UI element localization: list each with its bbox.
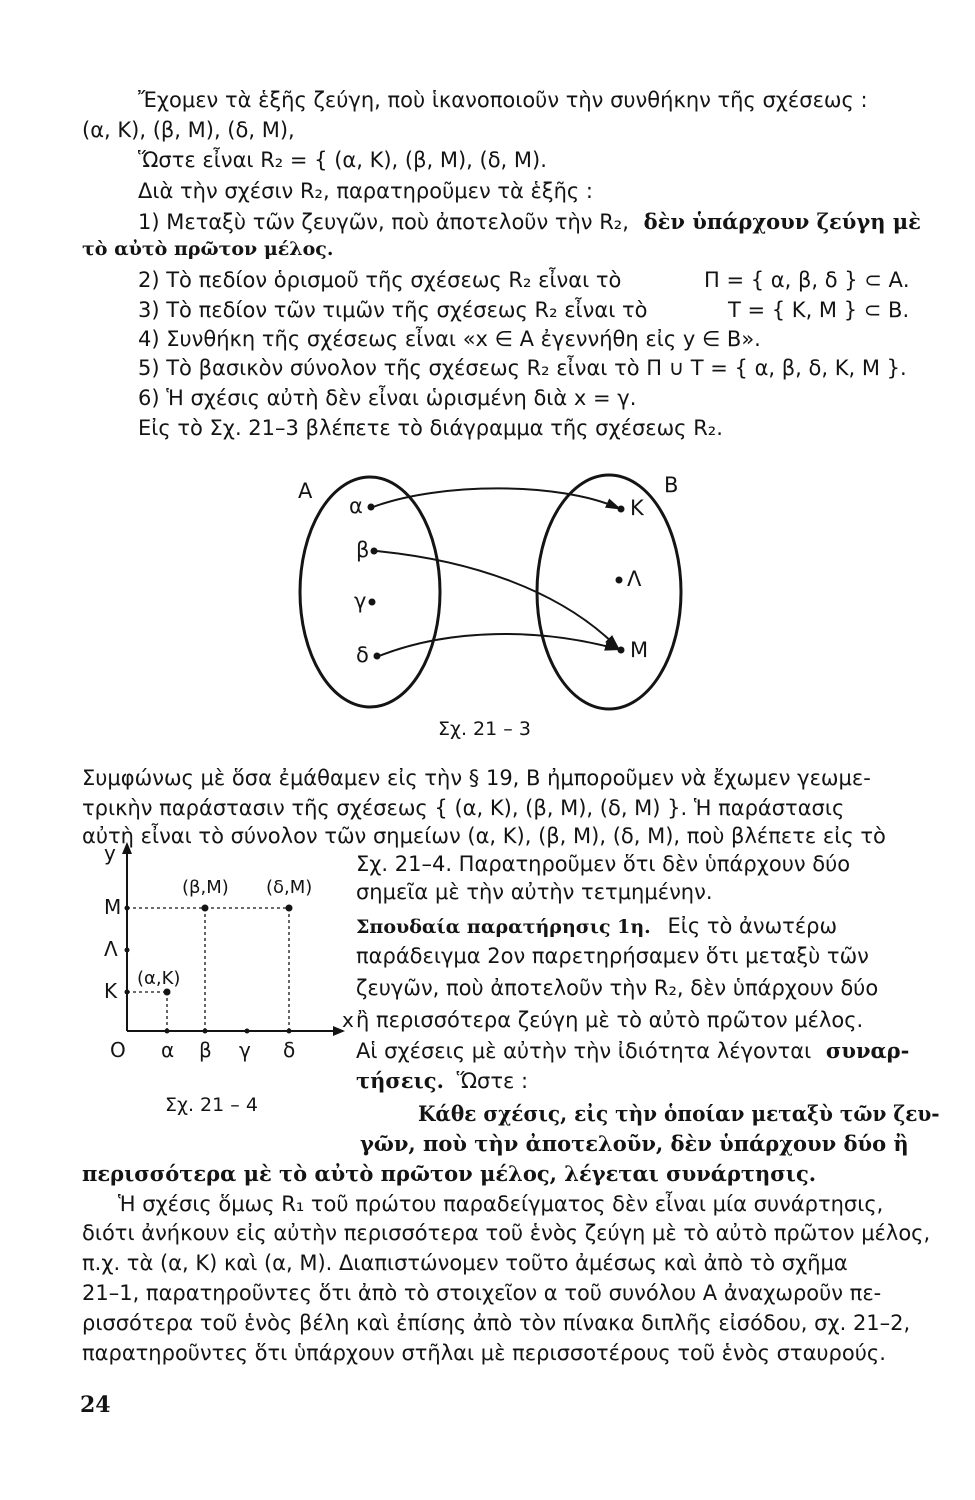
note-line-3: ζευγῶν, ποὺ ἀποτελοῦν τὴν R₂, δὲν ὑπάρχουν δύο xyxy=(356,976,879,1000)
definition-line-3: περισσότερα μὲ τὸ αὐτὸ πρῶτον μέλος, λέγεται συνάρτησις. xyxy=(82,1161,817,1186)
note-term-end: τήσεις. xyxy=(356,1068,444,1093)
page-number: 24 xyxy=(80,1392,111,1418)
item-2-text: 2) Τὸ πεδίον ὁρισμοῦ τῆς σχέσεως R₂ εἶναι τὸ xyxy=(138,268,622,292)
para2-line-6: παρατηροῦντες ὅτι ὑπάρχουν στῆλαι μὲ περισσοτέρους τοῦ ἑνὸς σταυρούς. xyxy=(82,1341,886,1365)
element-gamma: γ xyxy=(354,589,367,613)
point-label-alpha-kappa: (α,Κ) xyxy=(137,968,181,989)
para1-line-3: αὐτὴ εἶναι τὸ σύνολον τῶν σημείων (α, Κ), (β, Μ), (δ, Μ), ποὺ βλέπετε εἰς τὸ xyxy=(82,824,886,848)
point-gamma xyxy=(369,599,376,606)
y-tick-lambda: Λ xyxy=(104,937,118,961)
set-a-label: Α xyxy=(298,479,313,503)
note-line-4: ἢ περισσότερα ζεύγη μὲ τὸ αὐτὸ πρῶτον μέλος. xyxy=(356,1008,864,1032)
item-3-text: 3) Τὸ πεδίον τῶν τιμῶν τῆς σχέσεως R₂ εἶναι τὸ xyxy=(138,298,648,322)
x-tick-delta: δ xyxy=(283,1038,296,1062)
arrow-beta-to-mu xyxy=(376,551,617,647)
element-kappa: Κ xyxy=(630,496,644,520)
y-tick-kappa: Κ xyxy=(104,979,118,1003)
para1-line-5: σημεῖα μὲ τὴν αὐτὴν τετμημένην. xyxy=(356,880,713,904)
note-term: συναρ- xyxy=(825,1038,910,1063)
item-5: 5) Τὸ βασικὸν σύνολον τῆς σχέσεως R₂ εἶναι τὸ Π ∪ Τ = { α, β, δ, Κ, Μ }. xyxy=(138,356,907,380)
para2-line-5: ρισσότερα τοῦ ἑνὸς βέλη καὶ ἐπίσης ἀπὸ τὸν πίνακα διπλῆς εἰσόδου, σχ. 21–2, xyxy=(82,1311,911,1335)
point-label-beta-mu: (β,Μ) xyxy=(182,877,229,898)
element-alpha: α xyxy=(349,494,363,518)
note-line-2: παράδειγμα 2ον παρετηρήσαμεν ὅτι μεταξὺ τῶν xyxy=(356,944,869,968)
para2-line-2: διότι ἀνήκουν εἰς αὐτὴν περισσότερα τοῦ ἑνὸς ζεύγη μὲ τὸ αὐτὸ πρῶτον μέλος, xyxy=(82,1221,931,1245)
point-mu xyxy=(618,647,625,654)
element-delta: δ xyxy=(356,643,369,667)
note-title: Σπουδαία παρατήρησις 1η. xyxy=(356,916,651,938)
figure-21-3-caption: Σχ. 21 – 3 xyxy=(438,718,531,740)
item-6: 6) Ἡ σχέσις αὐτὴ δὲν εἶναι ὡρισμένη διὰ x = γ. xyxy=(138,386,637,410)
y-tick-mu: Μ xyxy=(104,895,122,919)
coordinate-graph xyxy=(0,830,354,1070)
intro-line-1: Ἔχομεν τὰ ἑξῆς ζεύγη, ποὺ ἱκανοποιοῦν τὴν συνθήκην τῆς σχέσεως : xyxy=(138,88,868,112)
x-tick-beta: β xyxy=(199,1038,212,1062)
y-axis-label: y xyxy=(104,841,116,865)
note-line-1 xyxy=(356,912,837,941)
point-alpha-kappa xyxy=(164,989,171,996)
figure-reference: Εἰς τὸ Σχ. 21–3 βλέπετε τὸ διάγραμμα τῆς σχέσεως R₂. xyxy=(138,416,723,440)
item-1-text: 1) Μεταξὺ τῶν ζευγῶν, ποὺ ἀποτελοῦν τὴν R₂, xyxy=(138,210,629,234)
y-tick-lambda-dot xyxy=(125,948,130,953)
arrow-delta-to-mu xyxy=(379,634,617,656)
point-beta-mu xyxy=(202,905,209,912)
item-3-set: Τ = { Κ, Μ } ⊂ Β. xyxy=(728,298,910,322)
item-4: 4) Συνθήκη τῆς σχέσεως εἶναι «x ∈ Α ἐγεννήθη εἰς y ∈ Β». xyxy=(138,327,761,351)
x-tick-gamma: γ xyxy=(239,1038,251,1062)
note-line-1-text: Εἰς τὸ ἀνωτέρω xyxy=(667,914,838,938)
note-line-6 xyxy=(356,1067,528,1095)
definition-line-1: Κάθε σχέσις, εἰς τὴν ὁποίαν μεταξὺ τῶν ζευ- xyxy=(418,1101,940,1126)
note-line-6-text: Ὥστε : xyxy=(456,1069,529,1093)
x-axis-label: x xyxy=(342,1008,354,1032)
point-delta-mu xyxy=(286,905,293,912)
para2-line-4: 21–1, παρατηροῦντες ὅτι ἀπὸ τὸ στοιχεῖον α τοῦ συνόλου Α ἀναχωροῦν πε- xyxy=(82,1281,882,1305)
para1-line-2: τρικὴν παράστασιν τῆς σχέσεως { (α, Κ), (β, Μ), (δ, Μ) }. Ἡ παράστασις xyxy=(82,796,845,820)
point-kappa xyxy=(618,506,625,513)
note-line-5 xyxy=(356,1037,909,1065)
element-lambda: Λ xyxy=(627,567,642,591)
point-lambda xyxy=(616,577,623,584)
intro-line-3: Ὥστε εἶναι R₂ = { (α, Κ), (β, Μ), (δ, Μ). xyxy=(138,148,547,172)
item-1-continuation: τὸ αὐτὸ πρῶτον μέλος. xyxy=(82,238,334,260)
element-beta: β xyxy=(356,538,370,562)
para2-line-1: Ἡ σχέσις ὅμως R₁ τοῦ πρώτου παραδείγματος δὲν εἶναι μία συνάρτησις, xyxy=(118,1192,884,1216)
note-line-5-text: Αἱ σχέσεις μὲ αὐτὴν τὴν ἰδιότητα λέγονται xyxy=(356,1039,812,1063)
para1-line-4: Σχ. 21–4. Παρατηροῦμεν ὅτι δὲν ὑπάρχουν δύο xyxy=(356,852,851,876)
x-tick-gamma-dot xyxy=(245,1029,250,1034)
item-2-set: Π = { α, β, δ } ⊂ Α. xyxy=(704,268,910,292)
origin-label: O xyxy=(110,1038,126,1062)
set-b-label: Β xyxy=(664,473,679,497)
item-1-bold: δὲν ὑπάρχουν ζεύγη μὲ xyxy=(643,209,921,234)
intro-line-2: (α, Κ), (β, Μ), (δ, Μ), xyxy=(82,118,295,142)
figure-21-4-caption: Σχ. 21 – 4 xyxy=(165,1094,258,1116)
intro-line-4: Διὰ τὴν σχέσιν R₂, παρατηροῦμεν τὰ ἑξῆς : xyxy=(138,179,593,203)
para1-line-1: Συμφώνως μὲ ὅσα ἐμάθαμεν εἰς τὴν § 19, Β ἠμποροῦμεν νὰ ἔχωμεν γεωμε- xyxy=(82,766,871,790)
x-tick-alpha: α xyxy=(161,1038,175,1062)
set-b-ellipse xyxy=(537,475,681,709)
para2-line-3: π.χ. τὰ (α, Κ) καὶ (α, Μ). Διαπιστώνομεν τοῦτο ἀμέσως καὶ ἀπὸ τὸ σχῆμα xyxy=(82,1251,848,1275)
set-a-ellipse xyxy=(300,477,440,707)
definition-line-2: γῶν, ποὺ τὴν ἀποτελοῦν, δὲν ὑπάρχουν δύο ἢ xyxy=(360,1131,909,1156)
point-label-delta-mu: (δ,Μ) xyxy=(266,877,313,898)
element-mu: Μ xyxy=(630,638,649,662)
